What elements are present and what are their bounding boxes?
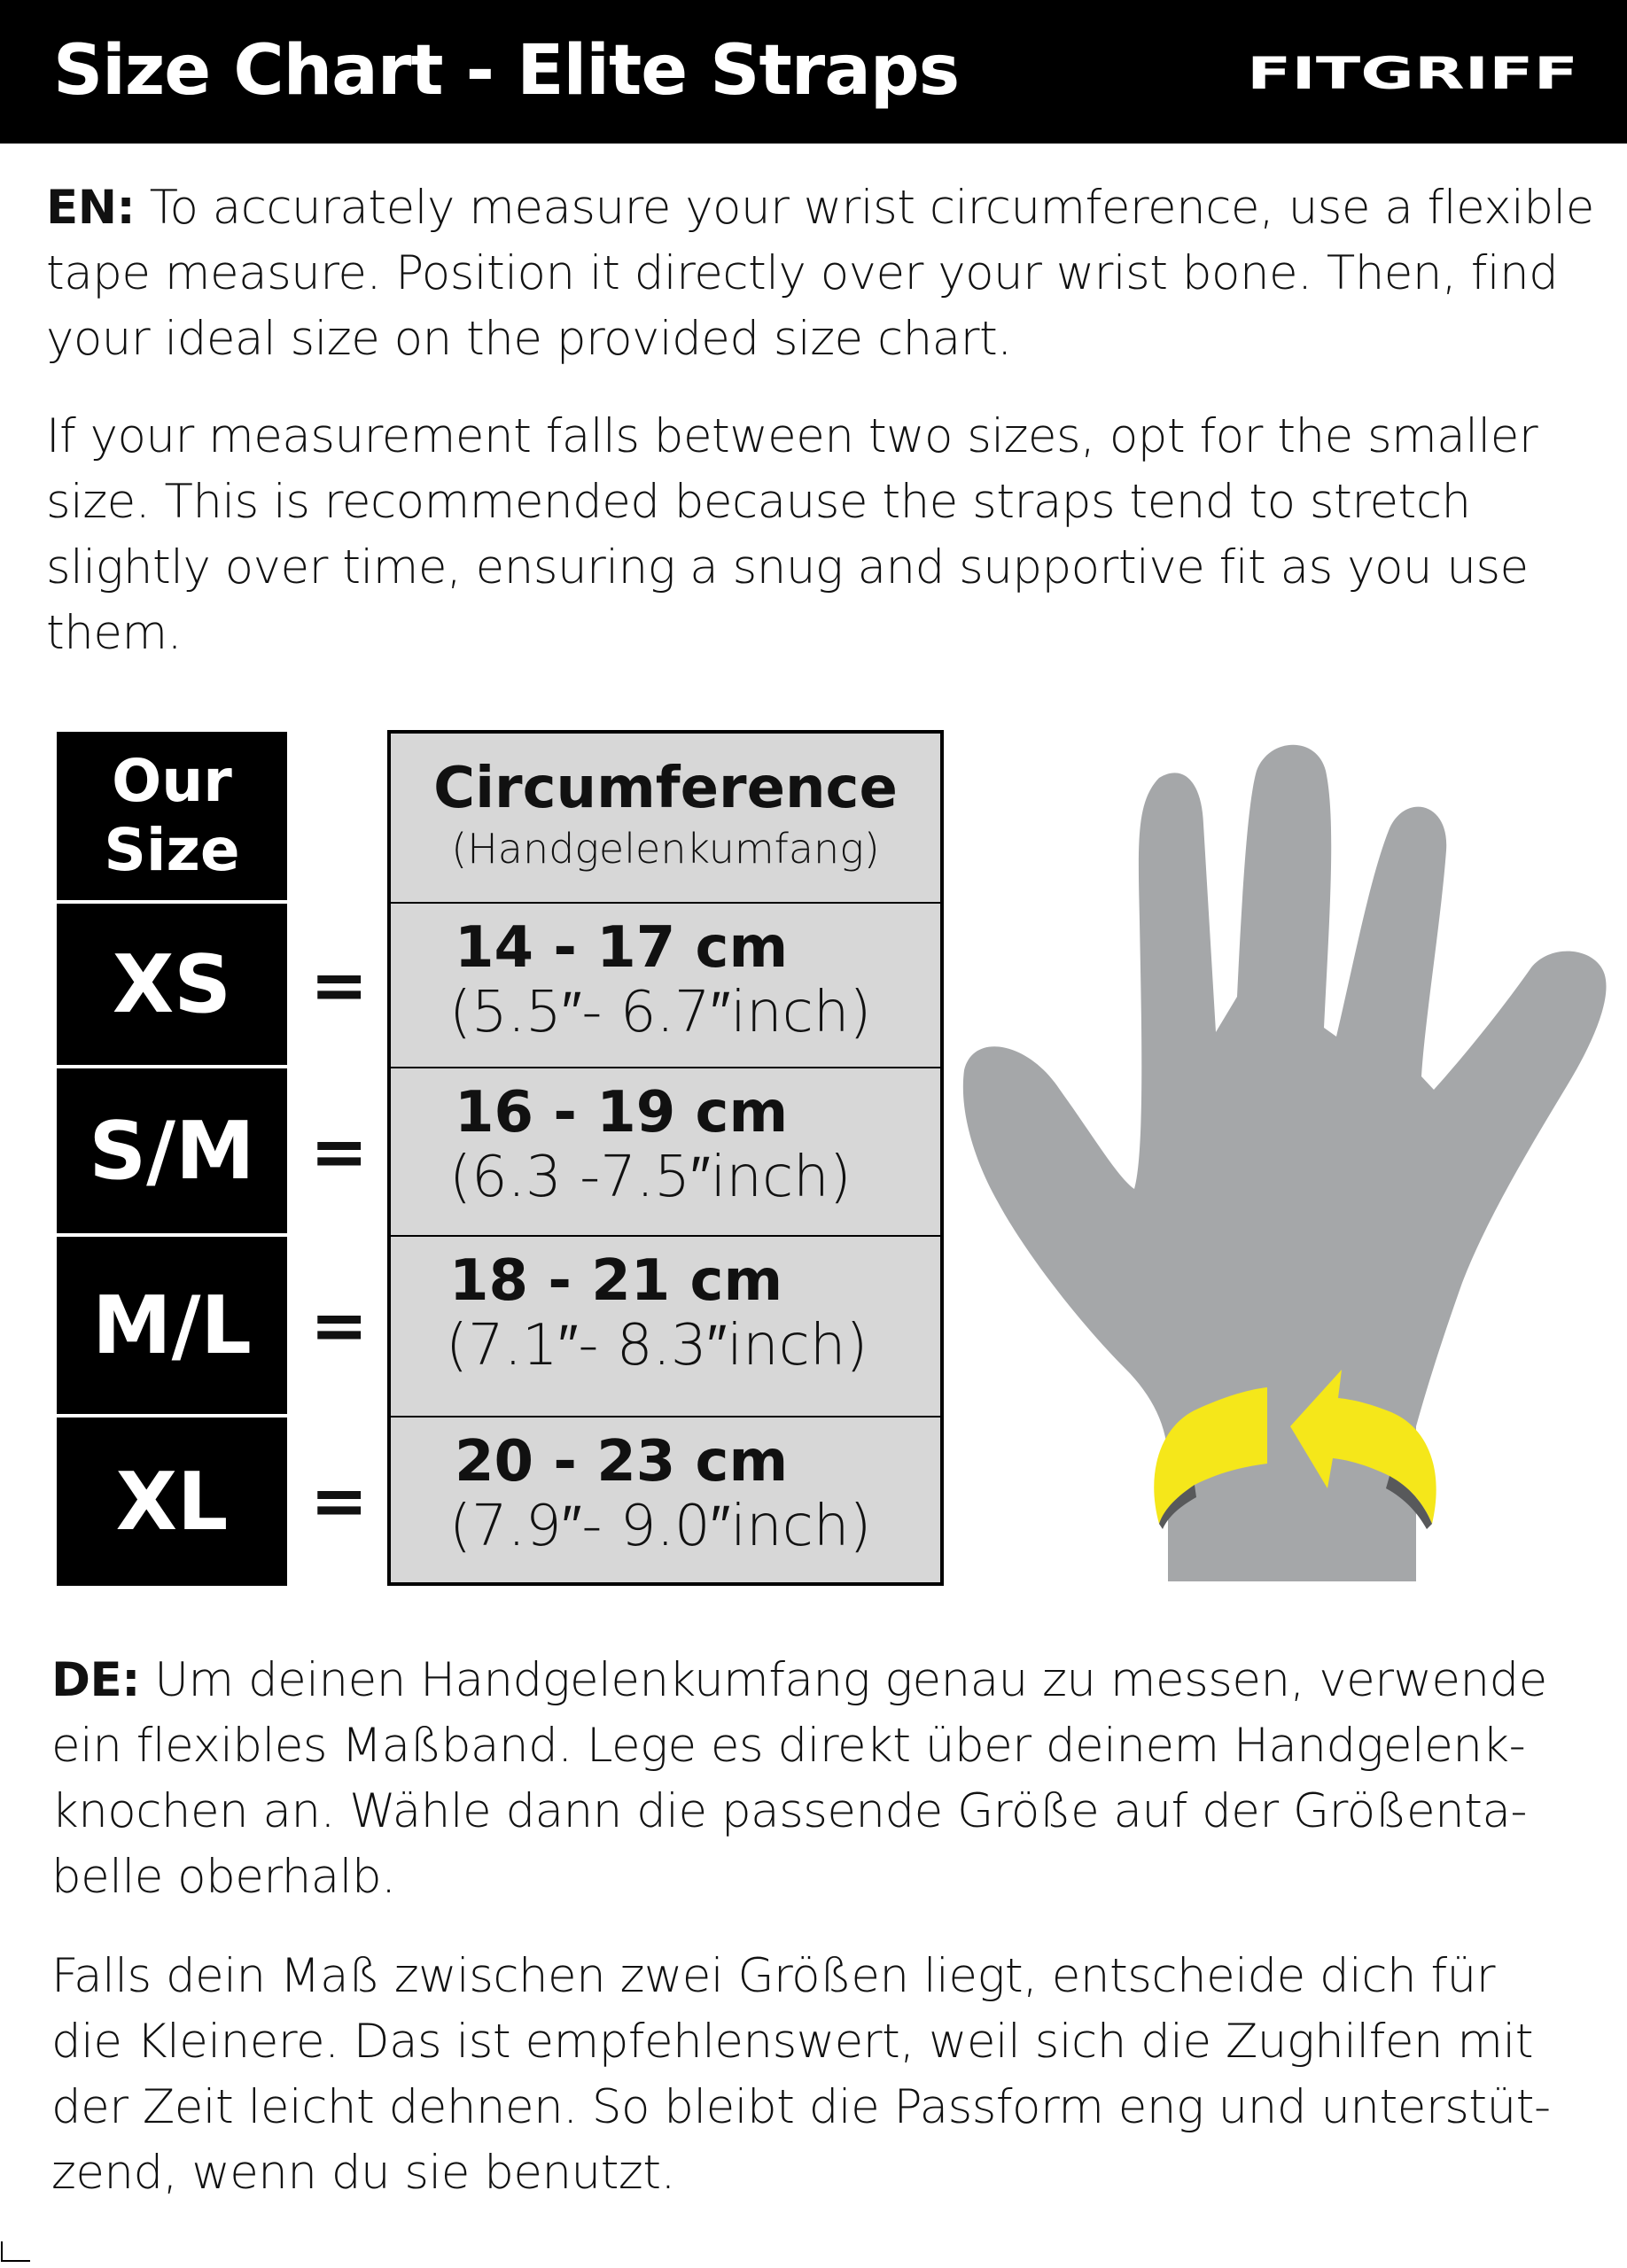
cm-range: 20 - 23 cm [455, 1429, 789, 1495]
en-lead: EN: [46, 181, 136, 235]
de-instructions [51, 1648, 1593, 1910]
en-text: To accurately measure your wrist circumference, use a flexible [135, 181, 1594, 235]
cm-range: 16 - 19 cm [455, 1080, 789, 1146]
en-sizing-advice [46, 404, 1588, 666]
de-line-2: ein flexibles Maßband. Lege es direkt über deinem Handgelenk- [51, 1719, 1526, 1773]
circumference-row-sm [391, 1068, 940, 1237]
de-advice-line-4: zend, wenn du sie benutzt. [51, 2146, 675, 2200]
de-sizing-advice [51, 1944, 1593, 2206]
equals-sign-ml: = [310, 1286, 369, 1366]
size-cell-xs: XS [57, 904, 287, 1065]
circumference-row-ml [391, 1237, 940, 1418]
de-line-1 [51, 1648, 1593, 1713]
size-header-line-1: Our [112, 747, 232, 815]
en-line-3: your ideal size on the provided size chart. [46, 312, 1012, 366]
de-lead: DE: [51, 1653, 140, 1707]
en-advice-line-4: them. [46, 606, 182, 660]
size-cell-sm: S/M [57, 1068, 287, 1233]
size-header-line-2: Size [104, 816, 240, 884]
en-advice-line-3: slightly over time, ensuring a snug and supportive fit as you use [46, 540, 1529, 594]
inch-range: (5.5″- 6.7″inch) [449, 980, 872, 1045]
en-line-1 [46, 175, 1594, 241]
circumference-subtitle: (Handgelenkumfang) [451, 825, 880, 873]
de-line-4: belle oberhalb. [51, 1850, 396, 1904]
en-advice-line-2: size. This is recommended because the straps tend to stretch [46, 475, 1471, 529]
size-cell-xl: XL [57, 1418, 287, 1586]
de-line-3: knochen an. Wähle dann die passende Größe auf der Größenta- [51, 1784, 1528, 1838]
de-advice-line-3: der Zeit leicht dehnen. So bleibt die Passform eng und unterstüt- [51, 2080, 1551, 2134]
equals-sign-xs: = [310, 946, 369, 1026]
inch-range: (7.1″- 8.3″inch) [446, 1313, 868, 1379]
brand-logo-text: FITGRIFF [1247, 50, 1578, 96]
en-advice-line-1: If your measurement falls between two sizes, opt for the smaller [46, 409, 1538, 463]
inch-range: (6.3 -7.5″inch) [449, 1145, 852, 1210]
en-line-2: tape measure. Position it directly over your wrist bone. Then, find [46, 246, 1559, 300]
page-title: Size Chart - Elite Straps [53, 31, 960, 111]
brand-logo [1244, 50, 1581, 96]
equals-sign-sm: = [310, 1113, 369, 1192]
de-advice-line-1: Falls dein Maß zwischen zwei Größen liegt, entscheide dich für [51, 1949, 1496, 2003]
cm-range: 18 - 21 cm [449, 1248, 783, 1314]
en-instructions [46, 175, 1594, 372]
circumference-title: Circumference [433, 756, 898, 821]
hand-silhouette [963, 745, 1607, 1581]
inch-range: (7.9″- 9.0″inch) [449, 1494, 872, 1559]
size-column-header [57, 732, 287, 900]
equals-sign-xl: = [310, 1462, 369, 1542]
hand-wrist-measure-icon [957, 726, 1613, 1595]
circumference-row-xs [391, 904, 940, 1068]
de-text: Um deinen Handgelenkumfang genau zu messen, verwende [139, 1653, 1547, 1707]
circumference-header [391, 734, 940, 904]
circumference-column [387, 730, 944, 1586]
circumference-row-xl [391, 1418, 940, 1582]
size-cell-ml: M/L [57, 1237, 287, 1414]
crop-mark [0, 2240, 35, 2268]
cm-range: 14 - 17 cm [455, 915, 789, 981]
de-advice-line-2: die Kleinere. Das ist empfehlenswert, weil sich die Zughilfen mit [51, 2015, 1534, 2069]
header-bar [0, 0, 1627, 144]
